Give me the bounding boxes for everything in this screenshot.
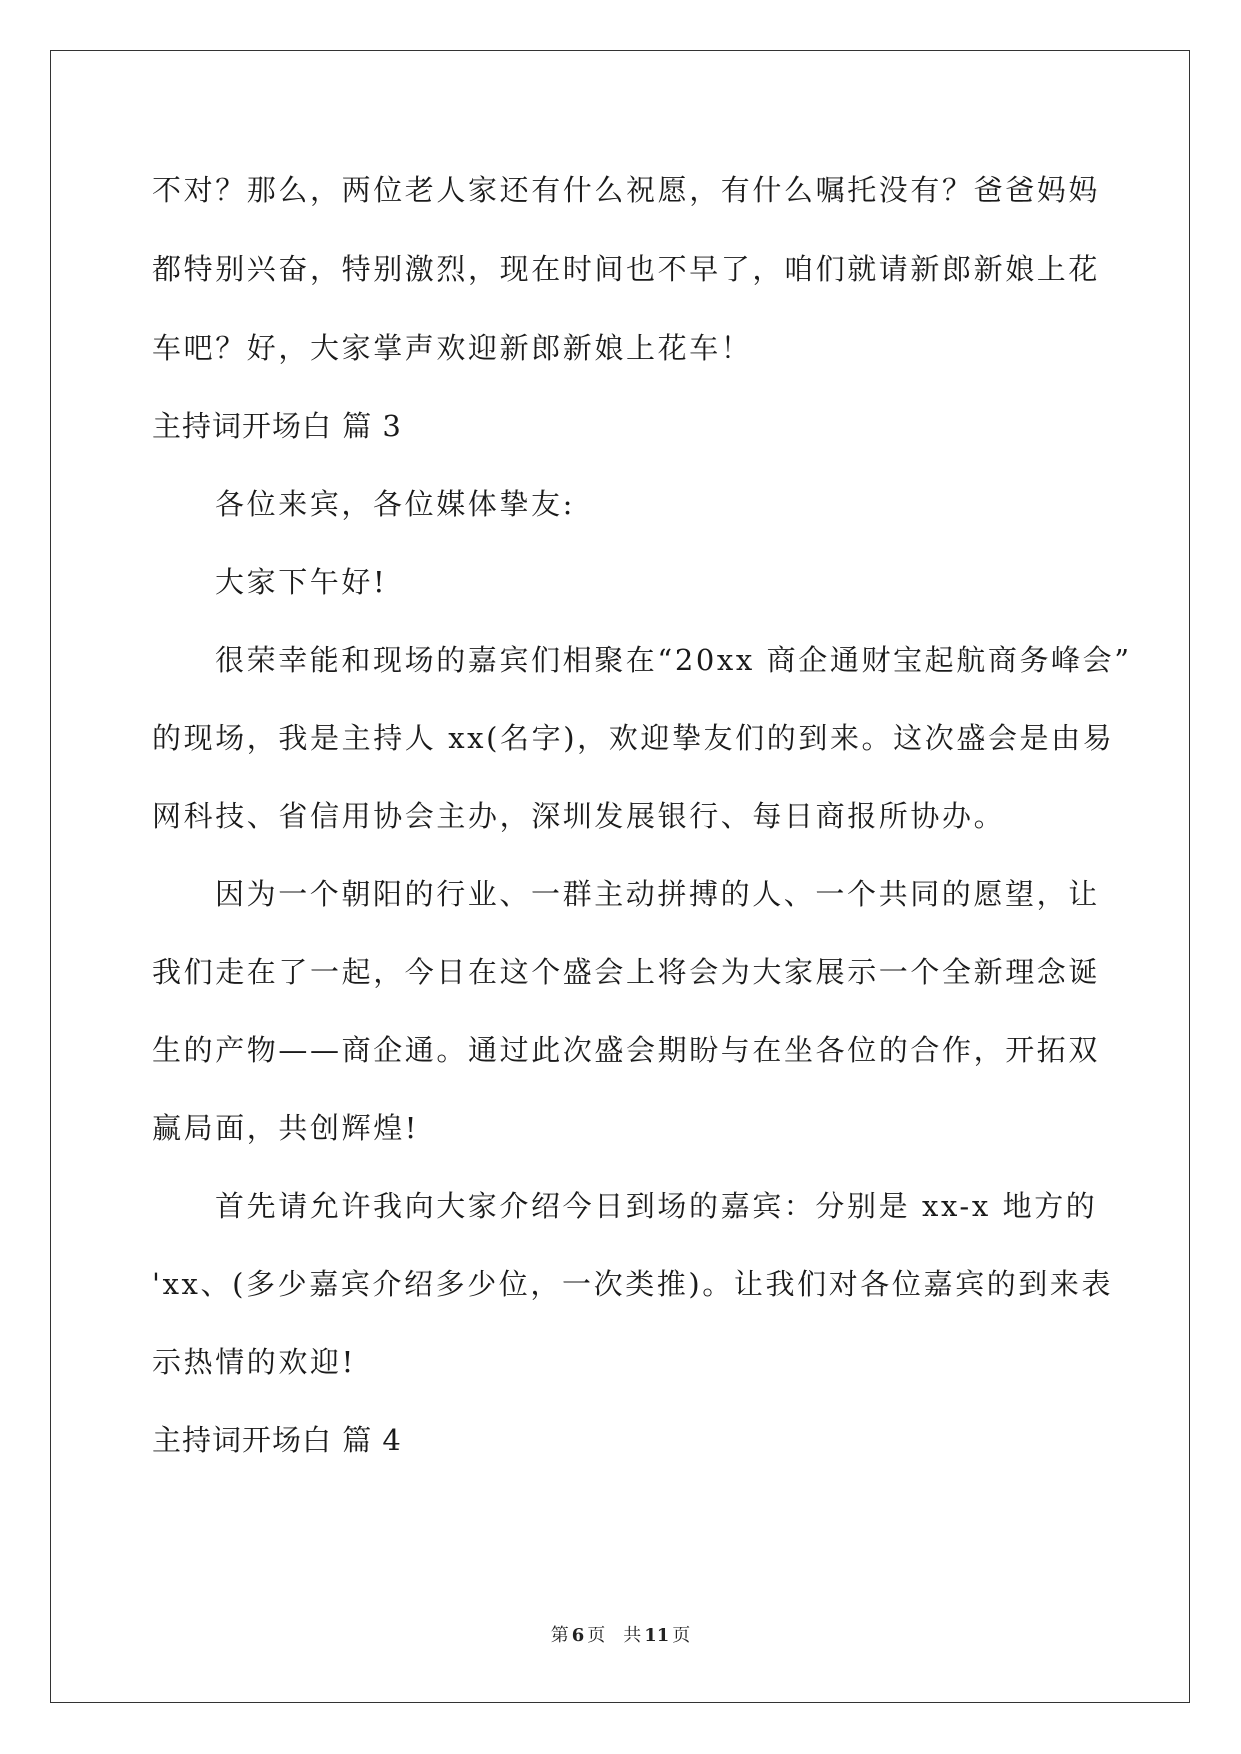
body-text-line: 赢局面，共创辉煌!: [152, 1111, 420, 1145]
section-heading: 主持词开场白 篇 4: [152, 1423, 402, 1457]
body-text-line: 各位来宾，各位媒体挚友:: [215, 487, 575, 521]
total-suffix: 页: [672, 1625, 691, 1646]
body-text-line: 我们走在了一起，今日在这个盛会上将会为大家展示一个全新理念诞: [152, 955, 1101, 989]
section-heading: 主持词开场白 篇 3: [152, 409, 402, 443]
body-text-line: 网科技、省信用协会主办，深圳发展银行、每日商报所协办。: [152, 799, 1006, 833]
body-text-line: 'xx、(多少嘉宾介绍多少位，一次类推)。让我们对各位嘉宾的到来表: [152, 1267, 1114, 1301]
body-text-line: 因为一个朝阳的行业、一群主动拼搏的人、一个共同的愿望，让: [215, 877, 1100, 911]
body-text-line: 很荣幸能和现场的嘉宾们相聚在“20xx 商企通财宝起航商务峰会”: [215, 643, 1132, 677]
page-prefix: 第: [550, 1625, 569, 1646]
body-text-line: 车吧？好，大家掌声欢迎新郎新娘上花车！: [152, 331, 753, 365]
body-text-line: 大家下午好!: [215, 565, 388, 599]
total-prefix: 共: [623, 1625, 642, 1646]
body-text-line: 示热情的欢迎!: [152, 1345, 356, 1379]
body-text-line: 生的产物——商企通。通过此次盛会期盼与在坐各位的合作，开拓双: [152, 1033, 1101, 1067]
body-text-line: 的现场，我是主持人 xx(名字)，欢迎挚友们的到来。这次盛会是由易: [152, 721, 1115, 755]
page-footer: [0, 1624, 1241, 1648]
page-number: 6: [571, 1625, 585, 1646]
body-text-line: 都特别兴奋，特别激烈，现在时间也不早了，咱们就请新郎新娘上花: [152, 252, 1101, 286]
body-text-line: 首先请允许我向大家介绍今日到场的嘉宾：分别是 xx-x 地方的: [215, 1189, 1098, 1223]
body-text-line: 不对？那么，两位老人家还有什么祝愿，有什么嘱托没有？爸爸妈妈: [152, 173, 1101, 207]
page-suffix: 页: [587, 1625, 606, 1646]
total-pages: 11: [644, 1625, 670, 1646]
